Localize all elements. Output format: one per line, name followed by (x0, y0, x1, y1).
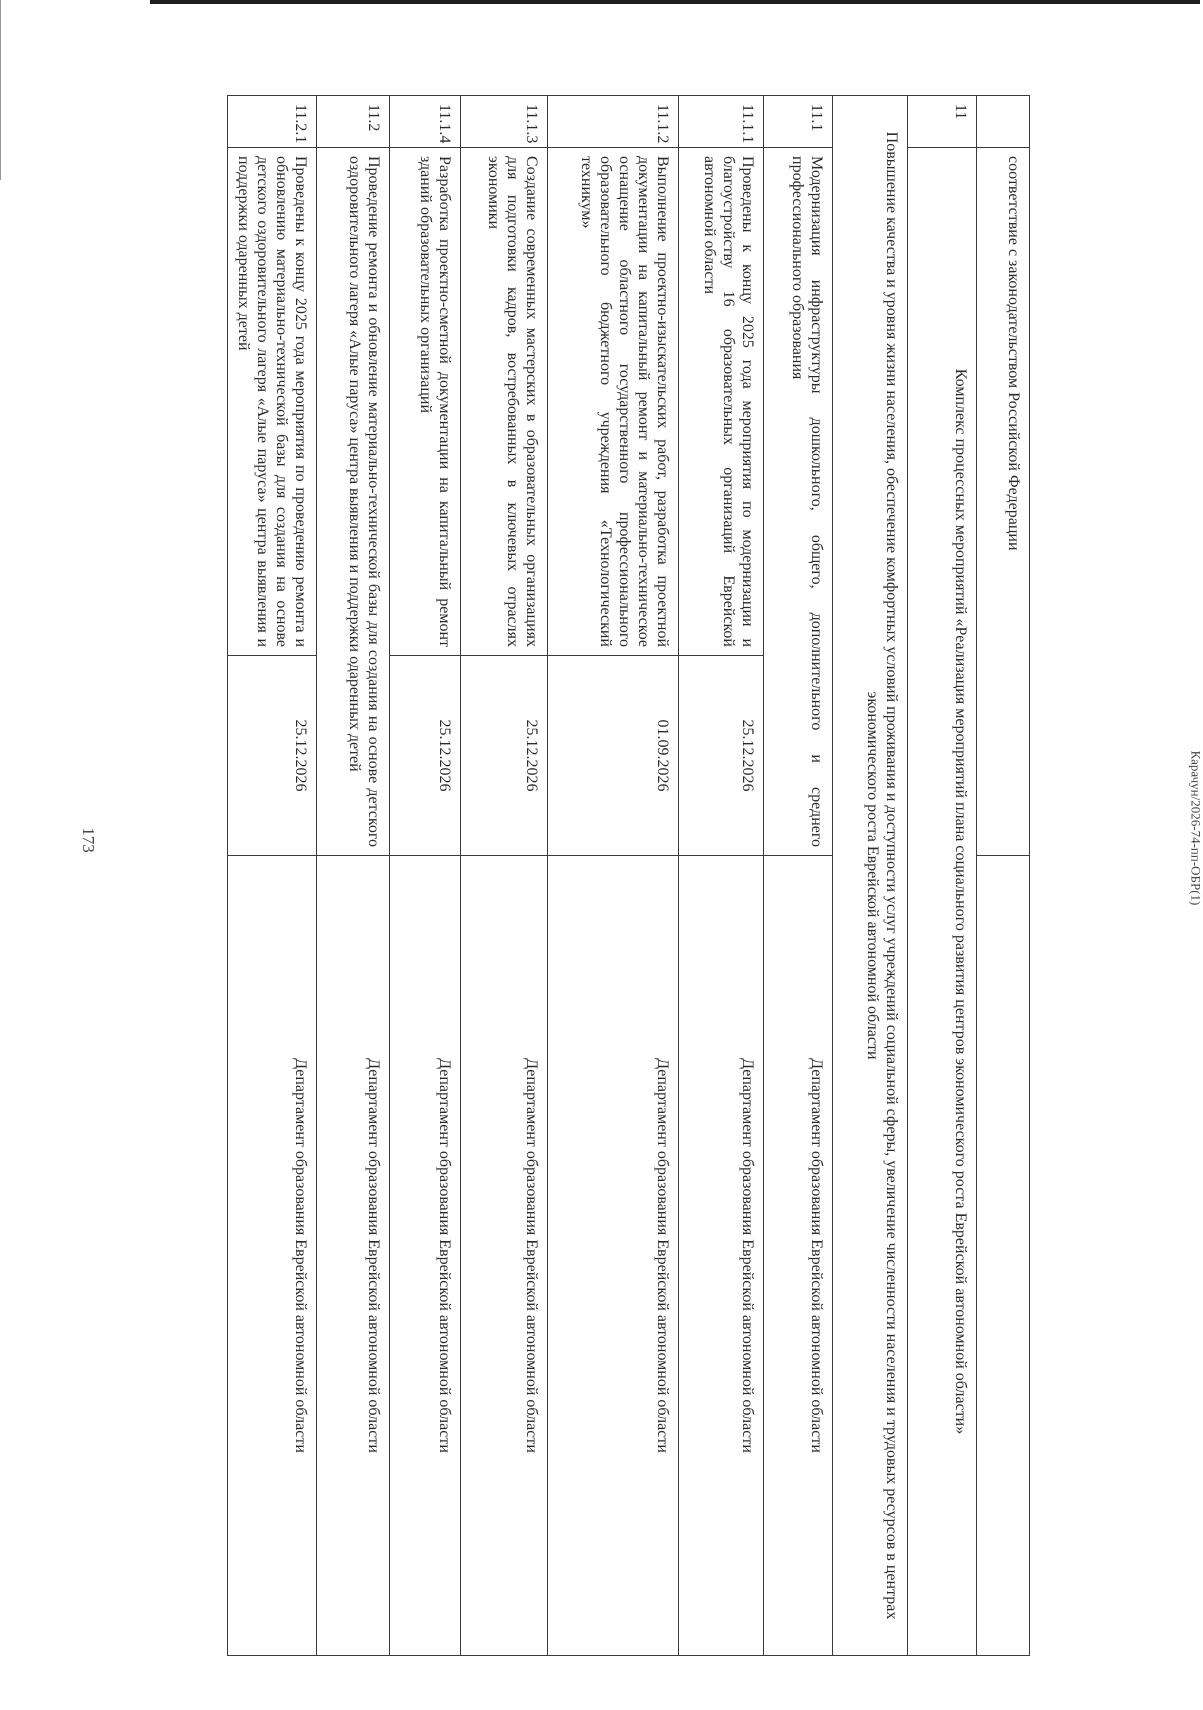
cell-number: 11.2.1 (228, 96, 317, 148)
scan-edge-mark (0, 0, 1, 180)
cell-goal: Повышение качества и уровня жизни населения, обеспечение комфортных условий проживания и доступности услуг учреждений социальной сферы, увеличение численности населения и трудовых ресурсов в центрах экономического роста Еврейской автономной области (833, 96, 908, 1656)
table-row (228, 96, 317, 1656)
cell-date: 25.12.2026 (390, 656, 461, 856)
table-row (833, 96, 908, 1656)
cell-text: Проведение ремонта и обновление материально-технической базы для создания на основе детского оздоровительного лагеря «Алые паруса» центра выявления и поддержки одаренных детей (317, 148, 390, 856)
cell-text: Разработка проектно-сметной документации на капитальный ремонт зданий образовательных организаций (390, 148, 461, 656)
cell-number: 11.1.3 (461, 96, 548, 148)
cell-text: Выполнение проектно-изыскательских работ, разработка проектной документации на капитальный ремонт и материально-техническое оснащение областного государственного профессионального образовательного бюджетного учреждения «Технологический техникум» (548, 148, 679, 656)
cell-text: Проведены к концу 2025 года мероприятия по модернизации и благоустройству 16 образовательных организаций Еврейской автономной области (679, 148, 764, 656)
table-row (390, 96, 461, 1656)
cell-responsible: Департамент образования Еврейской автономной области (228, 856, 317, 1656)
cell-empty (977, 856, 1030, 1656)
table-row (679, 96, 764, 1656)
cell-text: Модернизация инфраструктуры дошкольного, общего, дополнительного и среднего профессионального образования (764, 148, 833, 856)
cell-responsible: Департамент образования Еврейской автономной области (548, 856, 679, 1656)
cell-responsible: Департамент образования Еврейской автономной области (461, 856, 548, 1656)
cell-responsible: Департамент образования Еврейской автономной области (317, 856, 390, 1656)
table-row (317, 96, 390, 1656)
rotated-table-container (160, 95, 1030, 1655)
cell-number: 11 (908, 96, 977, 148)
cell-number: 11.2 (317, 96, 390, 148)
cell-number: 11.1.4 (390, 96, 461, 148)
cell-date: 01.09.2026 (548, 656, 679, 856)
cell-number: 11.1 (764, 96, 833, 148)
cell-empty (977, 96, 1030, 148)
footer-code: Карачун/2026-74-пп-ОБР(1) (1188, 750, 1203, 906)
cell-date: 25.12.2026 (679, 656, 764, 856)
table-row (461, 96, 548, 1656)
top-rule (150, 0, 1200, 4)
cell-text: соответствие с законодательством Российской Федерации (977, 148, 1030, 856)
page-number: 173 (78, 827, 98, 853)
cell-responsible: Департамент образования Еврейской автономной области (764, 856, 833, 1656)
cell-responsible: Департамент образования Еврейской автономной области (390, 856, 461, 1656)
cell-complex-title: Комплекс процессных мероприятий «Реализация мероприятий плана социального развития центров экономического роста Еврейской автономной области» (908, 148, 977, 1656)
cell-text: Проведены к концу 2025 года мероприятия по проведению ремонта и обновлению материально-технической базы для создания на основе детского оздоровительного лагеря «Алые паруса» центра выявления и поддержки одаренных детей (228, 148, 317, 656)
table-row (908, 96, 977, 1656)
table-row (548, 96, 679, 1656)
table-row (977, 96, 1030, 1656)
cell-responsible: Департамент образования Еврейской автономной области (679, 856, 764, 1656)
cell-number: 11.1.2 (548, 96, 679, 148)
activities-table (227, 95, 1030, 1656)
cell-date: 25.12.2026 (228, 656, 317, 856)
table-row (764, 96, 833, 1656)
cell-date: 25.12.2026 (461, 656, 548, 856)
cell-text: Создание современных мастерских в образовательных организациях для подготовки кадров, востребованных в ключевых отраслях экономики (461, 148, 548, 656)
cell-number: 11.1.1 (679, 96, 764, 148)
